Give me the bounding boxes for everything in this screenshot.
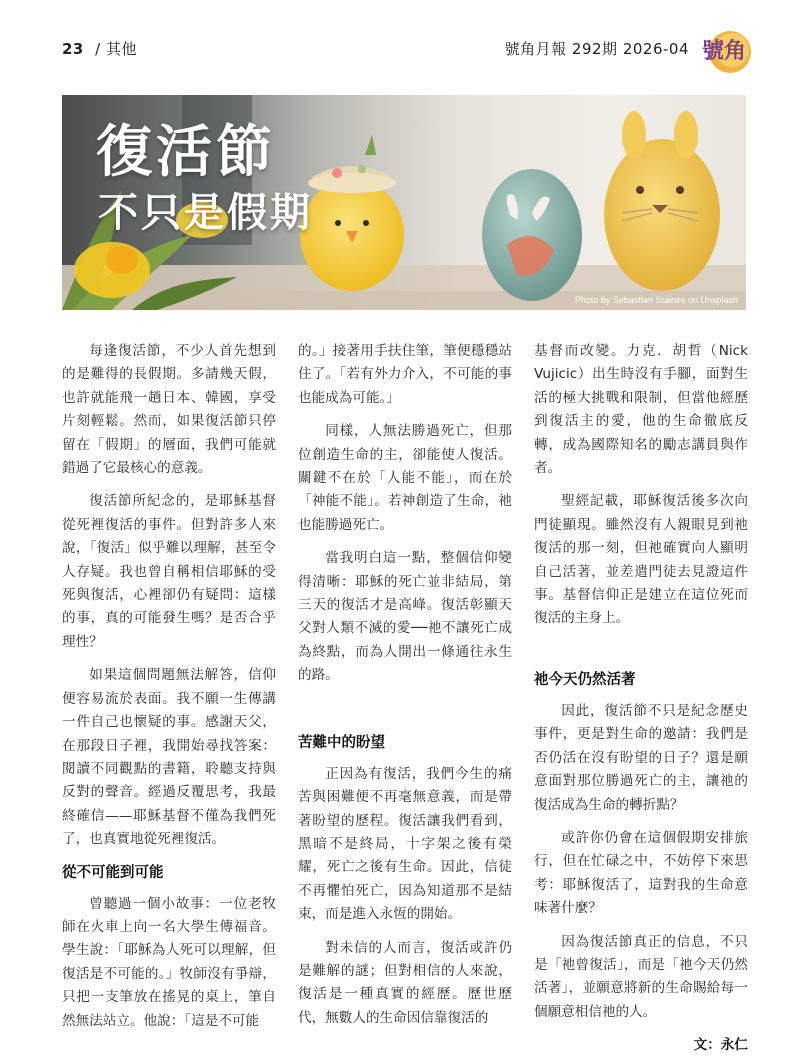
article-column-1 [62,340,276,1043]
paragraph: 或許你仍會在這個假期安排旅行，但在忙碌之中，不妨停下來思考：耶穌復活了，這對我的生命意味著什麼？ [534,829,748,917]
magazine-logo [698,24,754,76]
page-header-left [62,38,137,59]
paragraph: 聖經記載，耶穌復活後多次向門徒顯現。雖然沒有人親眼見到祂復活的那一刻，但祂確實向人顯明自己活著，並差遣門徒去見證這件事。基督信仰正是建立在這位死而復活的主身上。 [534,493,748,627]
knitted-bunny-egg [604,111,720,291]
paragraph: 同樣，人無法勝過死亡，但那位創造生命的主，卻能使人復活。關鍵不在於「人能不能」，而在於「神能不能」。若神創造了生命，祂也能勝過死亡。 [298,423,512,533]
publication-info: 號角月報 292期 2026-04 [504,40,689,58]
paragraph: 因為復活節真正的信息，不只是「祂曾復活」，而是「祂今天仍然活著」，並願意將新的生命賜給每一個願意相信祂的人。 [534,933,748,1020]
paragraph: 正因為有復活，我們今生的痛苦與困難便不再毫無意義，而是帶著盼望的歷程。復活讓我們看到，黑暗不是終局，十字架之後有榮耀，死亡之後有生命。因此，信徒不再懼怕死亡，因為知道那不是結束，而是進入永恆的開始。 [298,765,512,923]
article-column-2 [298,340,512,1040]
article-title: 復活節 [96,120,276,185]
paragraph: 曾聽過一個小故事：一位老牧師在火車上向一名大學生傳福音。學生說：「耶穌為人死可以理解，但復活是不可能的。」牧師沒有爭辯，只把一支筆放在搖晃的桌上，筆自然無法站立。他說：「這是不可能 [62,895,276,1029]
author-byline: 文：永仁 [693,1037,748,1054]
svg-text:號角: 號角 [702,38,747,64]
paragraph: 對未信的人而言，復活或許仍是難解的謎；但對相信的人來說，復活是一種真實的經歷。歷世歷代，無數人的生命因信靠復活的 [298,939,512,1026]
paragraph: 的。」接著用手扶住筆，筆便穩穩站住了。「若有外力介入，不可能的事也能成為可能。」 [298,343,512,406]
paragraph: 當我明白這一點，整個信仰變得清晰：耶穌的死亡並非結局，第三天的復活才是高峰。復活彰顯天父對人類不滅的愛──祂不讓死亡成為終點，而為人開出一條通往永生的路。 [298,550,512,684]
article-subtitle: 不只是假期 [98,190,313,236]
section-label: / 其他 [95,40,137,58]
paragraph: 每逢復活節，不少人首先想到的是難得的長假期。多請幾天假，也許就能飛一趟日本、韓國，享受片刻輕鬆。然而，如果復活節只停留在「假期」的層面，我們可能就錯過了它最核心的意義。 [62,343,276,477]
hero-banner [62,95,746,310]
paragraph: 基督而改變。力克．胡哲（Nick Vujicic）出生時沒有手腳，面對生活的極大挑戰和限制，但當他經歷到復活主的愛，他的生命徹底反轉，成為國際知名的勵志講員與作者。 [534,343,748,477]
section-heading: 祂今天仍然活著 [534,671,636,688]
section-heading: 苦難中的盼望 [298,734,385,751]
paragraph: 因此，復活節不只是紀念歷史事件，更是對生命的邀請：我們是否仍活在沒有盼望的日子？還是願意面對那位勝過死亡的主，讓祂的復活成為生命的轉折點？ [534,702,748,813]
chick-figure [300,135,404,291]
painted-easter-egg [482,169,582,301]
photo-credit: Photo by Sebastian Staines on Unsplash [574,295,738,305]
page-number: 23 [62,40,84,58]
section-heading: 從不可能到可能 [62,864,164,881]
article-column-3 [534,340,748,1058]
paragraph: 如果這個問題無法解答，信仰便容易流於表面。我不願一生傳講一件自己也懷疑的事。感謝天父，在那段日子裡，我開始尋找答案：閱讀不同觀點的書籍，聆聽支持與反對的聲音。經過反覆思考，我最終確信——耶穌基督不僅為我們死了，也真實地從死裡復活。 [62,667,276,848]
paragraph: 復活節所紀念的，是耶穌基督從死裡復活的事件。但對許多人來說，「復活」似乎難以理解，甚至令人存疑。我也曾自稱相信耶穌的受死與復活，心裡卻仍有疑問：這樣的事，真的可能發生嗎？是否合乎理性？ [62,493,276,650]
